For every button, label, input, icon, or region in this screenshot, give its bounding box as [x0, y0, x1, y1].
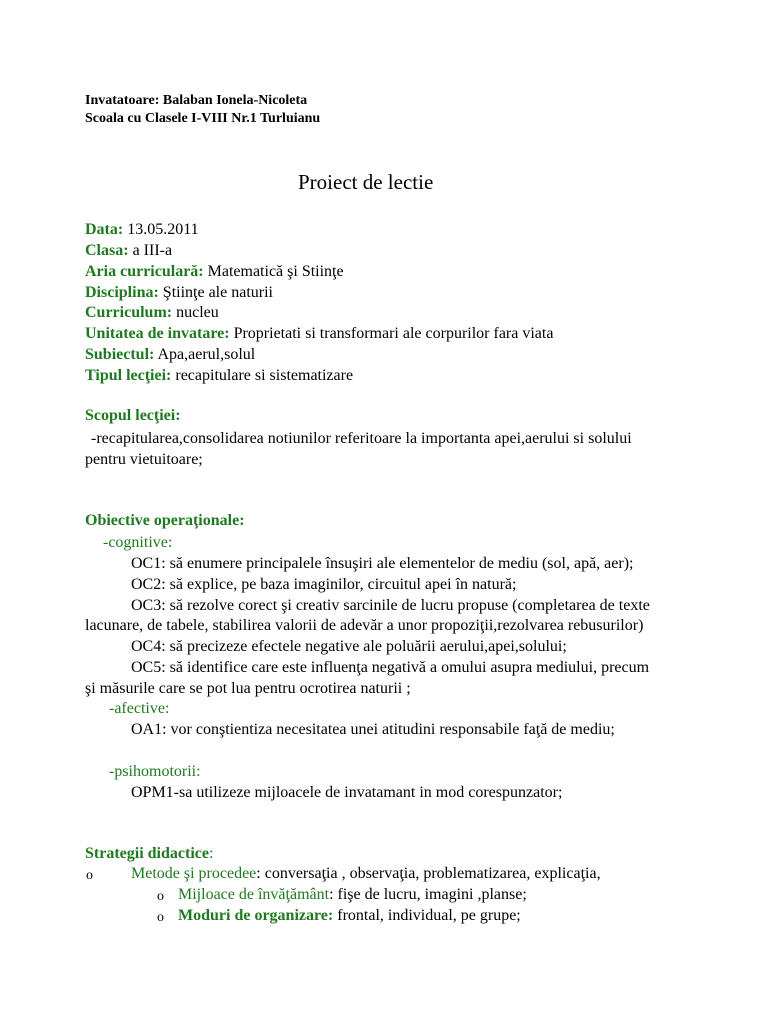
info-label: Data:	[85, 221, 124, 238]
info-value: nucleu	[172, 304, 219, 321]
info-value: a III-a	[128, 242, 173, 259]
strategy-means: Mijloace de învăţământ: fişe de lucru, imagini ,planse;	[178, 886, 527, 903]
info-subject	[85, 346, 255, 364]
info-value: Ştiinţe ale naturii	[158, 284, 273, 301]
affective-label: -afective:	[109, 700, 170, 717]
info-value: Proprietati si transformari ale corpurilor fara viata	[229, 325, 554, 342]
info-value: 13.05.2011	[123, 221, 199, 238]
objective-opm1: OPM1-sa utilizeze mijloacele de invatamant in mod corespunzator;	[131, 784, 563, 801]
objective-oc1: OC1: să enumere principalele însuşiri ale elementelor de mediu (sol, apă, aer);	[131, 555, 634, 572]
bullet-icon: o	[157, 910, 164, 925]
info-lesson-type	[85, 367, 353, 385]
objective-oc5-line-1: OC5: să identifice care este influenţa negativă a omului asupra mediului, precum	[131, 659, 650, 676]
objective-oc5-line-2: şi măsurile care se pot lua pentru ocrotirea naturii ;	[85, 680, 411, 697]
info-value: recapitulare si sistematizare	[171, 367, 354, 384]
strategy-methods: Metode şi procedee: conversaţia , observaţia, problematizarea, explicaţia,	[131, 865, 601, 882]
info-label: Clasa:	[85, 242, 129, 259]
info-label: Aria curriculară:	[85, 263, 204, 280]
cognitive-label: -cognitive:	[103, 534, 173, 551]
info-discipline	[85, 284, 273, 302]
objective-oa1: OA1: vor conştientiza necesitatea unei atitudini responsabile faţă de mediu;	[131, 721, 615, 738]
info-label: Disciplina:	[85, 284, 159, 301]
psychomotor-label: -psihomotorii:	[109, 763, 201, 780]
strategies-heading: Strategii didactice:	[85, 845, 214, 862]
info-learning-unit	[85, 325, 553, 343]
info-curricular-area	[85, 263, 344, 281]
info-label: Curriculum:	[85, 304, 173, 321]
objective-oc2: OC2: să explice, pe baza imaginilor, circuitul apei în natură;	[131, 576, 517, 593]
info-label: Subiectul:	[85, 346, 155, 363]
document-title: Proiect de lectie	[298, 170, 434, 194]
info-label: Unitatea de invatare:	[85, 325, 230, 342]
info-date	[85, 221, 199, 239]
objective-oc4: OC4: să precizeze efectele negative ale poluării aerului,apei,solului;	[131, 638, 567, 655]
teacher-name: Invatatoare: Balaban Ionela-Nicoleta	[85, 93, 308, 108]
bullet-icon: o	[86, 868, 93, 883]
objective-oc3-line-2: lacunare, de tabele, stabilirea valorii de adevăr a unor propoziţii,rezolvarea rebusurilor)	[85, 617, 644, 634]
scope-text-line-2: pentru vietuitoare;	[85, 451, 203, 468]
school-name: Scoala cu Clasele I-VIII Nr.1 Turluianu	[85, 111, 321, 126]
bullet-icon: o	[157, 889, 164, 904]
scope-heading: Scopul lecţiei:	[85, 407, 181, 424]
scope-text-line-1: -recapitularea,consolidarea notiunilor referitoare la importanta apei,aerului si solului	[91, 430, 632, 447]
info-class	[85, 242, 172, 260]
info-value: Apa,aerul,solul	[154, 346, 256, 363]
info-label: Tipul lecţiei:	[85, 367, 172, 384]
objective-oc3-line-1: OC3: să rezolve corect şi creativ sarcinile de lucru propuse (completarea de texte	[131, 597, 650, 614]
info-curriculum	[85, 304, 219, 322]
info-value: Matematică şi Stiinţe	[203, 263, 344, 280]
strategy-organization: Moduri de organizare: frontal, individual, pe grupe;	[178, 907, 521, 924]
objectives-heading: Obiective operaţionale:	[85, 512, 245, 529]
